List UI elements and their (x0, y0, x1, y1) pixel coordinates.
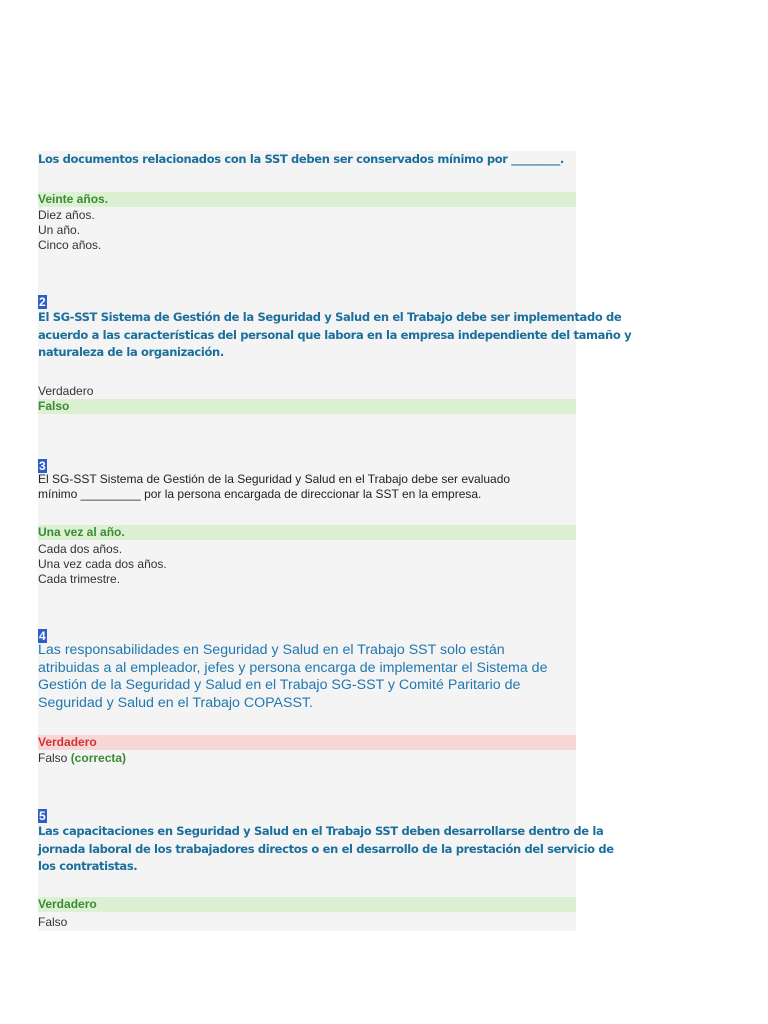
q1-option[interactable]: Diez años. (38, 208, 95, 222)
q1-option-selected-correct[interactable]: Veinte años. (38, 192, 576, 207)
q5-option-selected-correct[interactable]: Verdadero (38, 897, 576, 912)
question-number-badge: 2 (39, 295, 46, 309)
q1-option[interactable]: Un año. (38, 223, 81, 237)
q4-option-correct[interactable] (38, 751, 576, 766)
question-number-badge: 5 (39, 809, 46, 823)
question-2-line: naturaleza de la organización. (38, 345, 224, 359)
question-2-line: El SG-SST Sistema de Gestión de la Seguridad y Salud en el Trabajo debe ser implementado de (38, 310, 622, 324)
question-number-badge: 3 (39, 459, 46, 473)
q3-option[interactable]: Cada trimestre. (38, 572, 121, 586)
question-3-line: El SG-SST Sistema de Gestión de la Seguridad y Salud en el Trabajo debe ser evaluado (38, 472, 511, 486)
q5-option[interactable]: Falso (38, 915, 68, 929)
q1-option[interactable]: Cinco años. (38, 238, 102, 252)
question-4-line: Seguridad y Salud en el Trabajo COPASST. (38, 694, 313, 711)
question-4-line: Gestión de la Seguridad y Salud en el Trabajo SG-SST y Comité Paritario de (38, 677, 521, 693)
q3-option[interactable]: Una vez cada dos años. (38, 557, 167, 571)
q4-option-selected-wrong[interactable]: Verdadero (38, 735, 576, 750)
question-3-line: mínimo _________ por la persona encargada de direccionar la SST en la empresa. (38, 487, 482, 501)
question-2-line: acuerdo a las características del personal que labora en la empresa independiente del tamaño y (38, 327, 632, 342)
question-1-text: Los documentos relacionados con la SST deben ser conservados mínimo por _________. (38, 152, 564, 166)
question-4-line: atribuidas a al empleador, jefes y persona encarga de implementar el Sistema de (38, 659, 548, 676)
q4-option-label: Falso (38, 751, 68, 765)
q2-option-selected-correct[interactable]: Falso (38, 399, 576, 414)
q3-option[interactable]: Cada dos años. (38, 542, 123, 556)
q2-option[interactable]: Verdadero (38, 384, 94, 398)
q3-option-selected-correct[interactable]: Una vez al año. (38, 525, 576, 540)
question-4-line: Las responsabilidades en Seguridad y Salud en el Trabajo SST solo están (38, 642, 505, 658)
question-5-line: jornada laboral de los trabajadores directos o en el desarrollo de la prestación del servicio de (38, 841, 614, 856)
question-5-line: los contratistas. (38, 859, 138, 873)
question-number-badge: 4 (39, 629, 46, 643)
correct-tag: (correcta) (70, 751, 127, 765)
question-5-line: Las capacitaciones en Seguridad y Salud en el Trabajo SST deben desarrollarse dentro de la (38, 824, 604, 838)
